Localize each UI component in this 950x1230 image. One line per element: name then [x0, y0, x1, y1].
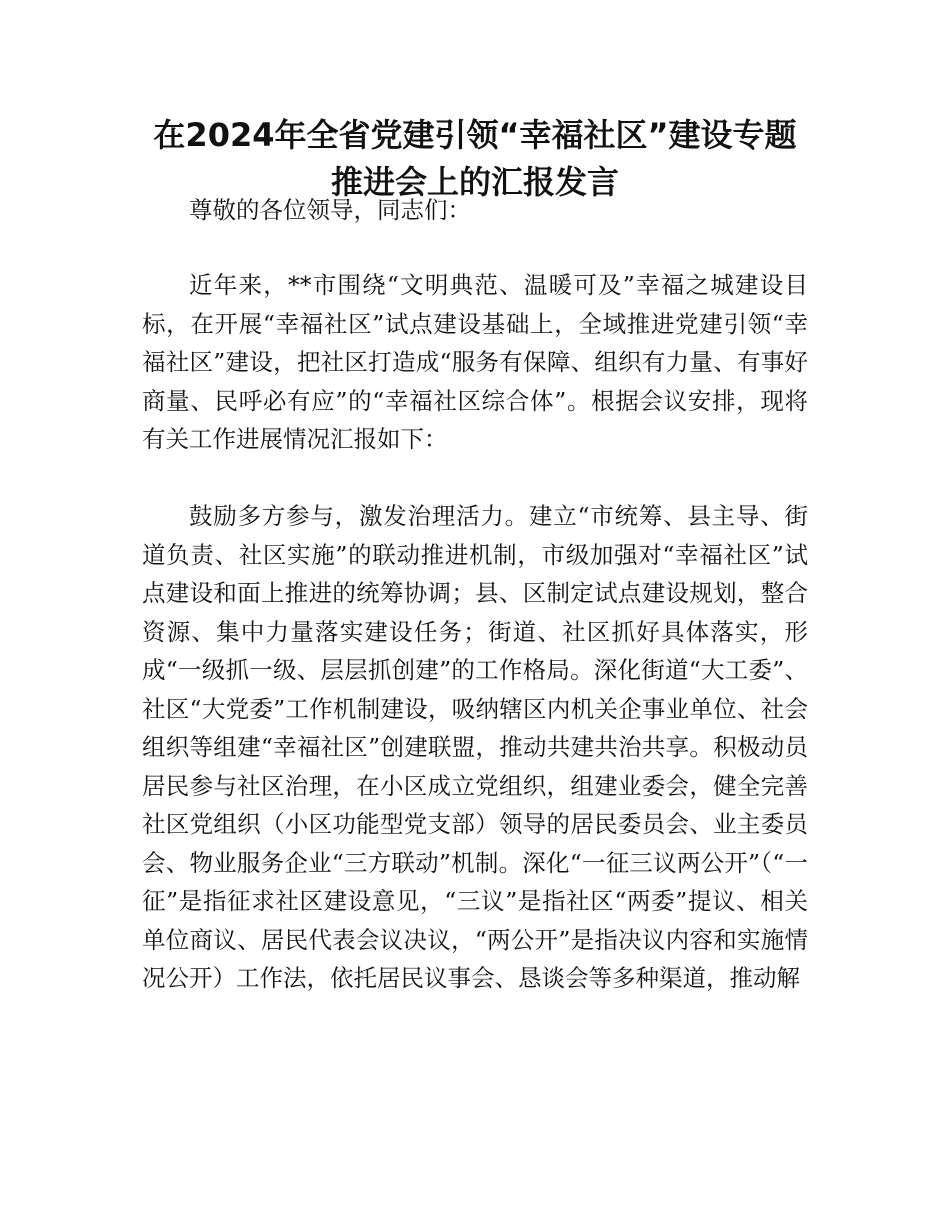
document-title: 在2024年全省党建引领“幸福社区”建设专题推进会上的汇报发言	[153, 116, 797, 201]
salutation: 尊敬的各位领导，同志们：	[189, 196, 471, 224]
paragraph-intro: 近年来，**市围绕“文明典范、温暖可及”幸福之城建设目标，在开展“幸福社区”试点建设基础上，全域推进党建引领“幸福社区”建设，把社区打造成“服务有保障、组织有力量、有事好商量、民呼必有应”的“幸福社区综合体”。根据会议安排，现将有关工作进展情况汇报如下：	[142, 271, 808, 453]
paragraph-participation: 鼓励多方参与，激发治理活力。建立“市统筹、县主导、街道负责、社区实施”的联动推进机制，市级加强对“幸福社区”试点建设和面上推进的统筹协调；县、区制定试点建设规划，整合资源、集中力量落实建设任务；街道、社区抓好具体落实，形成“一级抓一级、层层抓创建”的工作格局。深化街道“大工委”、社区“大党委”工作机制建设，吸纳辖区内机关企事业单位、社会组织等组建“幸福社区”创建联盟，推动共建共治共享。积极动员居民参与社区治理，在小区成立党组织，组建业委会，健全完善社区党组织（小区功能型党支部）领导的居民委员会、业主委员会、物业服务企业“三方联动”机制。深化“一征三议两公开”（“一征”是指征求社区建设意见，“三议”是指社区“两委”提议、相关单位商议、居民代表会议决议，“两公开”是指决议内容和实施情况公开）工作法，依托居民议事会、恳谈会等多种渠道，推动解	[142, 502, 808, 992]
